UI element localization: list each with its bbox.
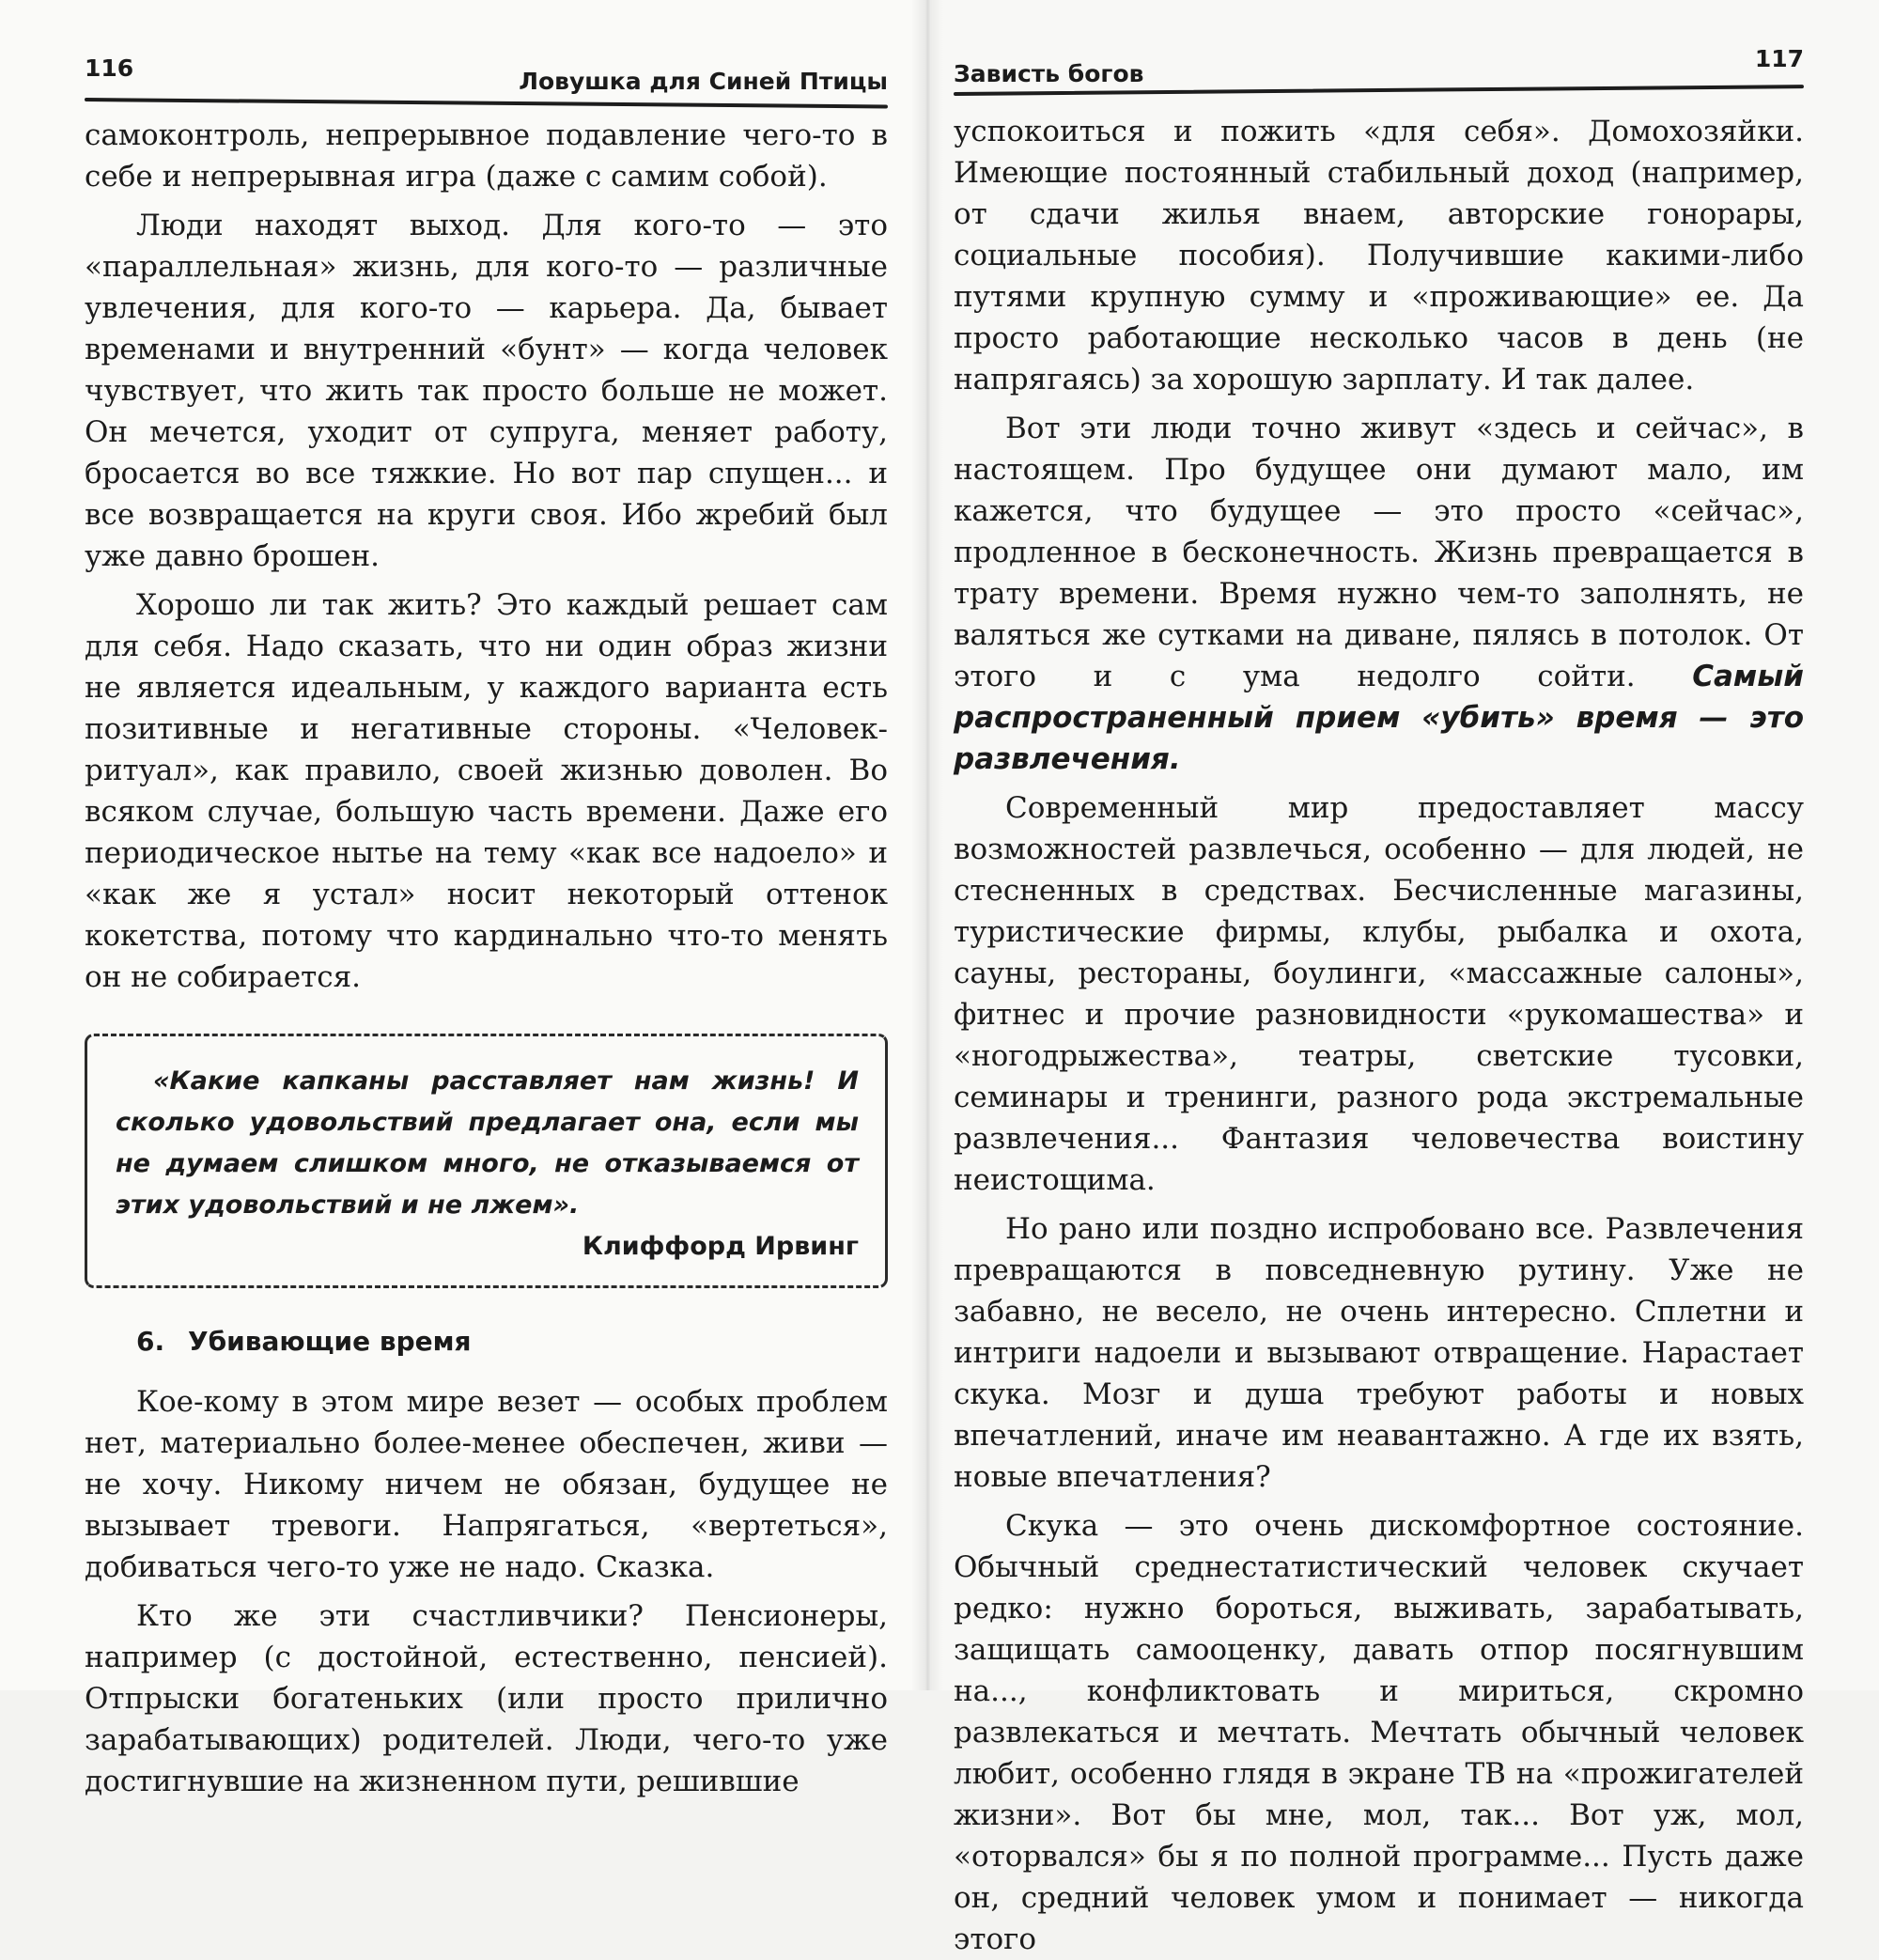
paragraph — [954, 408, 1804, 780]
quote-text: «Какие капканы расставляет нам жизнь! И сколько удовольствий предлагает она, если мы не думаем слишком много, не отказываемся от этих удовольствий и не лжем». — [116, 1066, 859, 1220]
paragraph: самоконтроль, непрерывное подавление чего-то в себе и непрерывная игра (даже с самим собой). — [85, 118, 888, 194]
header-rule-left — [85, 98, 888, 108]
paragraph: Хорошо ли так жить? Это каждый решает сам для себя. Надо сказать, что ни один образ жизни не является идеальным, у каждого варианта есть позитивные и негативные стороны. «Человек-ритуал», как правило, своей жизнью доволен. Во всяком случае, большую часть времени. Даже его периодическое нытье на тему «как все надоело» и «как же я устал» носит некоторый оттенок кокетства, потому что кардинально что-то менять он не собирается. — [85, 588, 888, 994]
section-number: 6. — [136, 1326, 165, 1357]
paragraph: Кто же эти счастливчики? Пенсионеры, например (с достойной, естественно, пенсией). Отпрыски богатеньких (или просто прилично зарабатывающих) родителей. Люди, чего-то уже достигнувшие на жизненном пути, решившие — [85, 1599, 888, 1798]
paragraph: успокоиться и пожить «для себя». Домохозяйки. Имеющие постоянный стабильный доход (например, от сдачи жилья внаем, авторские гонорары, социальные пособия). Получившие какими-либо путями крупную сумму и «проживающие» ее. Да просто работающие несколько часов в день (не напрягаясь) за хорошую зарплату. И так далее. — [954, 115, 1804, 397]
paragraph: Кое-кому в этом мире везет — особых проблем нет, материально более-менее обеспечен, живи — не хочу. Никому ничем не обязан, будущее не вызывает тревоги. Напрягаться, «вертеться», добиваться чего-то уже не надо. Сказка. — [85, 1385, 888, 1584]
paragraph-text: Вот эти люди точно живут «здесь и сейчас», в настоящем. Про будущее они думают мало, им кажется, что будущее — это просто «сейчас», продленное в бесконечность. Жизнь превращается в трату времени. Время нужно чем-то заполнять, не валяться же сутками на диване, пялясь в потолок. От этого и с ума недолго сойти. — [954, 412, 1804, 693]
emphasis-text: Самый распространенный прием «убить» время — это развлечения. — [954, 660, 1805, 776]
right-body-text — [954, 111, 1804, 1960]
left-page — [0, 0, 925, 1798]
paragraph: Современный мир предоставляет массу возможностей развлечься, особенно — для людей, не стесненных в средствах. Бесчисленные магазины, туристические фирмы, клубы, рыбалка и охота, сауны, рестораны, боулинги, «массажные салоны», фитнес и прочие разновидности «рукомашества» и «ногодрыжества», театры, светские тусовки, семинары и тренинги, разного рода экстремальные развлечения... Фантазия человечества воистину неистощима. — [954, 791, 1804, 1197]
right-page — [925, 0, 1879, 1956]
book-gutter-shadow — [911, 0, 943, 1690]
quote-box — [85, 1034, 888, 1288]
right-page-header — [954, 0, 1804, 103]
quote-author: Клиффорд Ирвинг — [582, 1232, 859, 1261]
left-body-text — [85, 115, 888, 1802]
running-title-left: Ловушка для Синей Птицы — [519, 68, 888, 95]
paragraph: Люди находят выход. Для кого-то — это «параллельная» жизнь, для кого-то — различные увлечения, для кого-то — карьера. Да, бывает временами и внутренний «бунт» — когда человек чувствует, что жить так просто больше не может. Он мечется, уходит от супруга, меняет работу, бросается во все тяжкие. Но вот пар спущен... и все возвращается на круги своя. Ибо жребий был уже давно брошен. — [85, 209, 888, 573]
running-title-right: Зависть богов — [954, 60, 1144, 87]
paragraph: Но рано или поздно испробовано все. Развлечения превращаются в повседневную рутину. Уже не забавно, не весело, не очень интересно. Сплетни и интриги надоели и вызывают отвращение. Нарастает скука. Мозг и душа требуют работы и новых впечатлений, иначе им неавантажно. А где их взять, новые впечатления? — [954, 1212, 1804, 1494]
section-title: Убивающие время — [188, 1326, 472, 1357]
paragraph: Скука — это очень дискомфортное состояние. Обычный среднестатистический человек скучает редко: нужно бороться, выживать, зарабатывать, защищать самооценку, давать отпор посягнувшим на..., конфликтовать и мириться, скромно развлекаться и мечтать. Мечтать обычный человек любит, особенно глядя в экране ТВ на «прожигателей жизни». Вот бы мне, мол, так... Вот уж, мол, «оторвался» бы я по полной программе... Пусть даже он, средний человек умом и понимает — никогда этого — [954, 1509, 1804, 1956]
page-number-right: 117 — [1754, 45, 1804, 72]
section-heading — [136, 1326, 888, 1357]
left-page-header — [85, 0, 888, 103]
page-number-left: 116 — [85, 54, 134, 82]
